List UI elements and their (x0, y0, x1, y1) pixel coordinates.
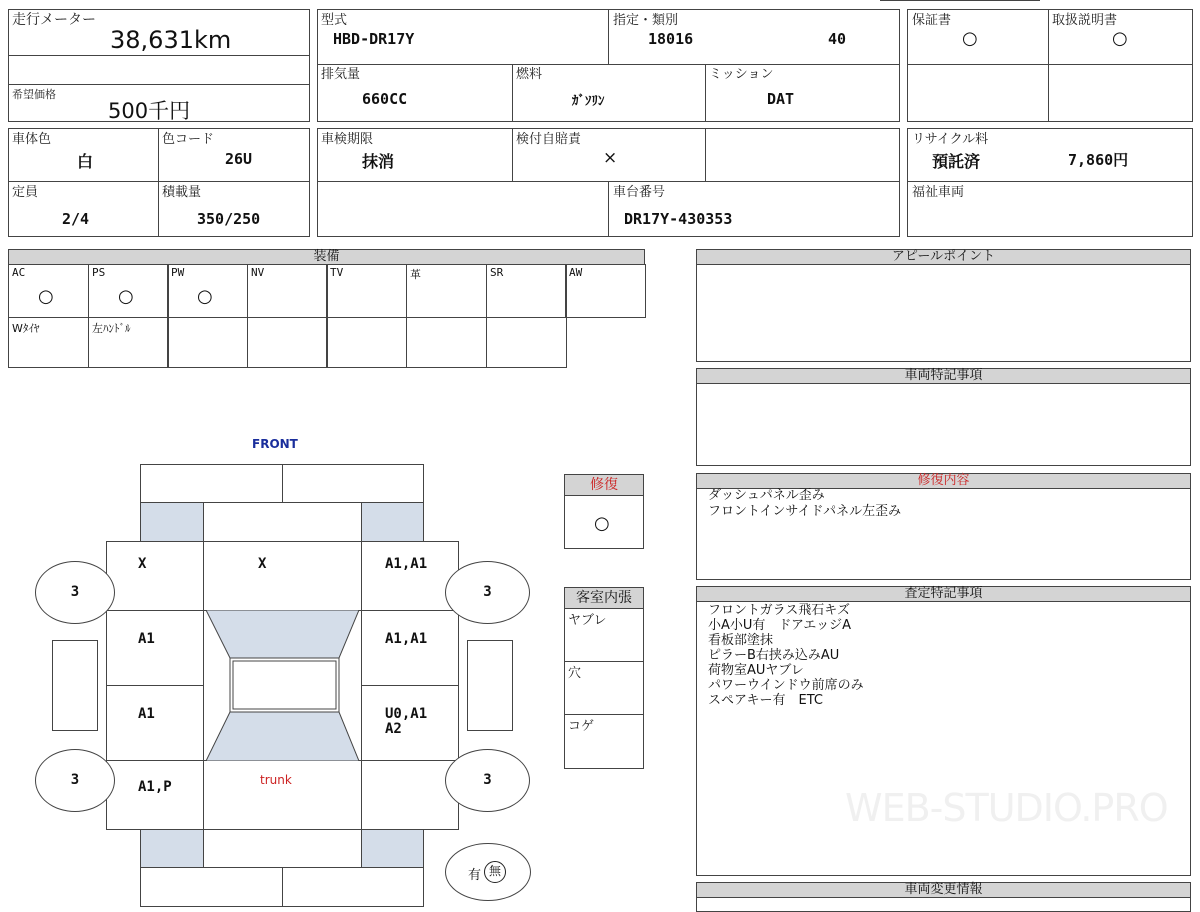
front-right-pillar (361, 502, 424, 542)
equipment-label: TV (330, 266, 344, 279)
assessment-note: スペアキー有 ETC (708, 693, 823, 708)
assessment-title: 査定特記事項 (696, 586, 1191, 602)
color-code-value: 26U (225, 150, 253, 168)
assessment-notes (708, 603, 864, 708)
assessment-note: 看板部塗抹 (708, 633, 774, 648)
equipment-label: AC (12, 266, 26, 279)
insurance-value: × (603, 148, 618, 168)
warranty-label: 保証書 (912, 13, 952, 28)
panel-left-front-door: A1 (106, 610, 204, 686)
equipment-label: AW (569, 266, 583, 279)
assessment-note: フロントガラス飛石キズ (708, 603, 850, 618)
model-value: HBD-DR17Y (333, 30, 415, 48)
special-title: 車両特記事項 (696, 368, 1191, 384)
equipment-cell-1 (88, 264, 169, 318)
model-label: 型式 (321, 13, 348, 28)
equipment-cell-3 (247, 264, 328, 318)
front-label: FRONT (252, 437, 298, 451)
equipment-extra-cell-4 (326, 317, 407, 368)
mileage-label: 走行メーター (12, 12, 96, 28)
panel-trunk (203, 760, 362, 830)
equipment-cell-7 (565, 264, 646, 318)
manual-value: ○ (1112, 28, 1128, 49)
front-left-pillar (140, 502, 204, 542)
price-value: 500千円 (108, 99, 191, 123)
repair-value: ○ (594, 513, 610, 534)
repair-details-line-2: フロントインサイドパネル左歪み (708, 504, 902, 519)
equipment-label: NV (251, 266, 265, 279)
equipment-value: ○ (197, 286, 213, 307)
rear-window (206, 712, 359, 761)
rear-bumper-right (282, 867, 424, 907)
insurance-label: 検付自賠責 (516, 132, 582, 147)
interior-hole: 穴 (568, 666, 582, 681)
equipment-extra-cell-3 (247, 317, 328, 368)
front-bumper-right (282, 464, 424, 503)
equipment-label: PS (92, 266, 106, 279)
tire-rear-left: 3 (35, 749, 115, 812)
designation-label: 指定・類別 (613, 13, 679, 28)
cabin-roof (203, 610, 362, 761)
hood-top (203, 502, 362, 542)
windshield (206, 610, 359, 658)
inspection-label: 車検期限 (321, 132, 374, 147)
equipment-label: PW (171, 266, 185, 279)
right-mirror (467, 640, 513, 731)
equipment-cell-4 (326, 264, 407, 318)
inspection-value: 抹消 (362, 152, 395, 171)
appeal-title: アピールポイント (696, 249, 1191, 265)
rear-bumper-left (140, 867, 283, 907)
trunk-label: trunk (260, 773, 292, 787)
left-mirror (52, 640, 98, 731)
equipment-extra-cell-5 (406, 317, 487, 368)
front-bumper-left (140, 464, 283, 503)
price-label: 希望価格 (12, 88, 56, 101)
equipment-cell-0 (8, 264, 89, 318)
load-label: 積載量 (162, 185, 202, 200)
assessment-note: パワーウインドウ前席のみ (708, 678, 864, 693)
equipment-cell-2 (167, 264, 248, 318)
equipment-extra-cell-6 (486, 317, 567, 368)
assessment-note: 荷物室AUヤブレ (708, 663, 804, 678)
tire-front-left: 3 (35, 561, 115, 624)
designation-value-2: 40 (828, 30, 847, 48)
tire-rear-right: 3 (445, 749, 530, 812)
equipment-extra-cell-1 (88, 317, 169, 368)
fuel-value: ｶﾞｿﾘﾝ (572, 94, 605, 109)
tire-front-right: 3 (445, 561, 530, 624)
no-label: 無 (484, 861, 506, 883)
capacity-label: 定員 (12, 185, 39, 200)
warranty-value: ○ (962, 28, 978, 49)
body-color-label: 車体色 (12, 132, 52, 147)
change-title: 車両変更情報 (696, 882, 1191, 898)
displacement-label: 排気量 (321, 67, 361, 82)
equipment-title: 装備 (8, 249, 645, 265)
chassis-label: 車台番号 (613, 185, 666, 200)
assessment-note: ピラーB右挟み込みAU (708, 648, 840, 663)
panel-right-fender: A1,A1 (361, 541, 459, 611)
panel-left-fender: X (106, 541, 204, 611)
displacement-value: 660CC (362, 90, 408, 108)
equipment-value: ○ (118, 286, 134, 307)
equipment-extra-label: Wﾀｲﾔ (12, 322, 40, 335)
panel-left-quarter: A1,P (106, 760, 204, 830)
equipment-extra-cell-0 (8, 317, 89, 368)
interior-burn: コゲ (568, 719, 595, 734)
mission-value: DAT (767, 90, 795, 108)
equipment-cell-6 (486, 264, 567, 318)
body-color-value: 白 (77, 152, 94, 171)
equipment-label: 革 (410, 268, 421, 281)
repair-details-title: 修復内容 (696, 473, 1191, 489)
interior-tear: ヤブレ (568, 613, 607, 628)
interior-title: 客室内張 (564, 587, 644, 609)
color-code-label: 色コード (162, 132, 215, 147)
chassis-value: DR17Y-430353 (624, 210, 733, 228)
panel-hood: X (203, 541, 362, 611)
designation-value-1: 18016 (648, 30, 694, 48)
equipment-extra-label: 左ﾊﾝﾄﾞﾙ (92, 322, 131, 335)
repair-details-line-1: ダッシュパネル歪み (708, 488, 825, 503)
repair-label: 修復 (564, 474, 644, 496)
rear-left-pillar (140, 829, 204, 868)
panel-left-rear-door: A1 (106, 685, 204, 761)
recycle-value-amount: 7,860円 (1068, 151, 1129, 169)
equipment-extra-cell-2 (167, 317, 248, 368)
rear-right-pillar (361, 829, 424, 868)
rear-panel (203, 829, 362, 868)
watermark: WEB-STUDIO.PRO (845, 786, 1168, 830)
appeal-box (696, 249, 1191, 362)
welfare-label: 福祉車両 (912, 185, 965, 200)
roof (230, 658, 339, 712)
equipment-label: SR (490, 266, 504, 279)
recycle-value-status: 預託済 (932, 152, 981, 171)
recycle-label: リサイクル料 (912, 132, 989, 147)
load-value: 350/250 (197, 210, 261, 228)
fuel-label: 燃料 (516, 67, 543, 82)
capacity-value: 2/4 (62, 210, 90, 228)
panel-right-rear-door: U0,A1 A2 (361, 685, 459, 761)
mission-label: ミッション (709, 67, 774, 82)
manual-label: 取扱説明書 (1052, 13, 1118, 28)
yes-label: 有 (468, 868, 482, 883)
spare-yes-no (445, 843, 531, 901)
mileage-value: 38,631km (110, 26, 232, 54)
assessment-note: 小A小U有 ドアエッジA (708, 618, 852, 633)
color-capacity-box (8, 128, 310, 237)
equipment-value: ○ (38, 286, 54, 307)
panel-right-quarter (361, 760, 459, 830)
panel-right-front-door: A1,A1 (361, 610, 459, 686)
equipment-cell-5 (406, 264, 487, 318)
